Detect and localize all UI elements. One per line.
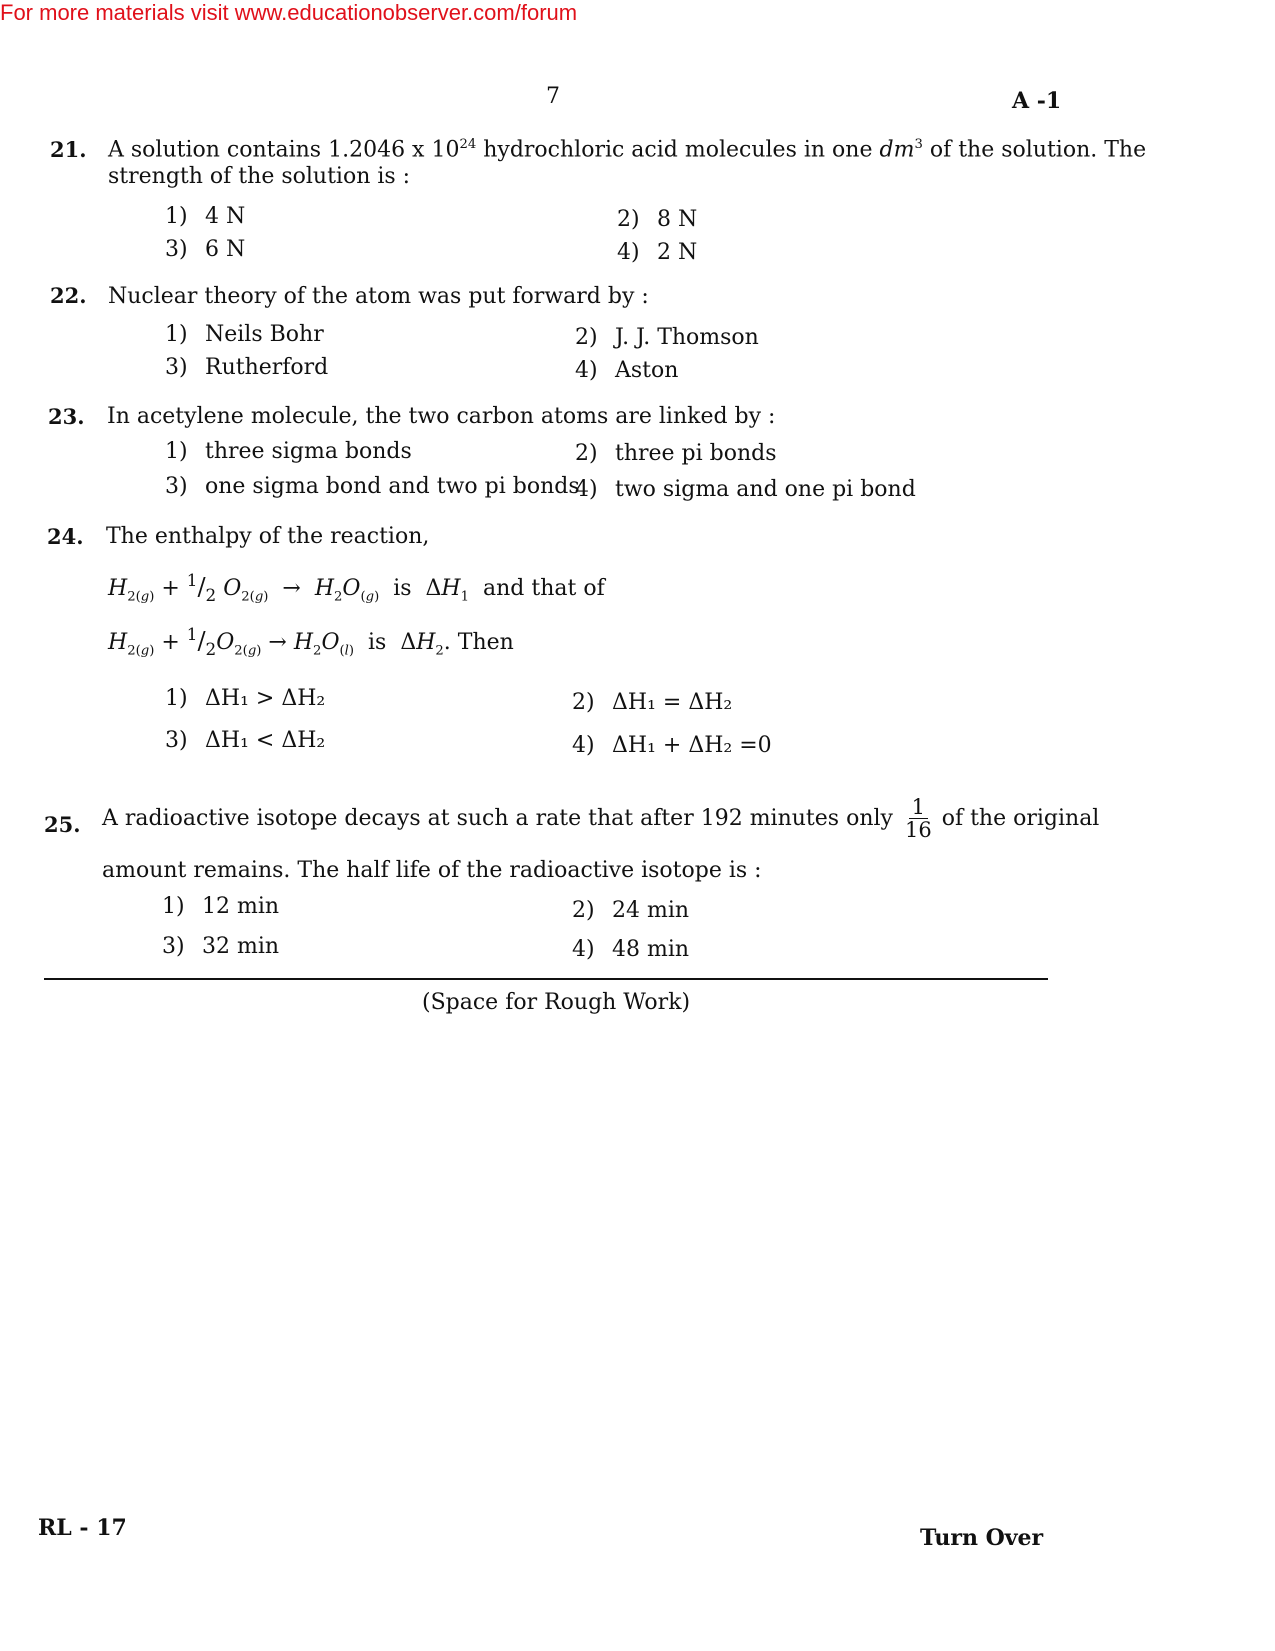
option-2[interactable]: 2) J. J. Thomson [575, 325, 759, 350]
option-1[interactable]: 1) three sigma bonds [165, 439, 412, 464]
question-text: In acetylene molecule, the two carbon atoms are linked by : [107, 404, 776, 429]
option-3[interactable]: 3) one sigma bond and two pi bonds [165, 474, 580, 499]
footer-code: RL - 17 [38, 1515, 127, 1541]
set-code: A -1 [1012, 88, 1062, 114]
question-text: Nuclear theory of the atom was put forward by : [108, 284, 649, 309]
option-3[interactable]: 3) Rutherford [165, 355, 329, 380]
option-3[interactable]: 3) ΔH₁ < ΔH₂ [165, 728, 326, 753]
option-2[interactable]: 2) ΔH₁ = ΔH₂ [572, 690, 733, 715]
fraction: $\frac{1}{16}$ [904, 795, 932, 843]
question-number: 21. [50, 137, 87, 162]
question-text: The enthalpy of the reaction, [106, 524, 430, 549]
option-3[interactable]: 3) 32 min [162, 934, 280, 959]
page-number: 7 [546, 84, 560, 109]
option-1[interactable]: 1) 12 min [162, 894, 280, 919]
turn-over-label: Turn Over [920, 1525, 1044, 1551]
question-text-line2: strength of the solution is : [108, 164, 411, 189]
question-text-line2: amount remains. The half life of the radioactive isotope is : [102, 858, 762, 883]
option-4[interactable]: 4) 2 N [617, 240, 698, 265]
option-4[interactable]: 4) ΔH₁ + ΔH₂ =0 [572, 733, 772, 758]
question-text: A solution contains 1.2046 x $10^{24}$ hydrochloric acid molecules in one $dm^3$ of the solution. The [108, 137, 1147, 163]
question-text: A radioactive isotope decays at such a rate that after 192 minutes only $\frac{1}{16}$ of the original [102, 795, 1100, 843]
option-2[interactable]: 2) three pi bonds [575, 441, 777, 466]
option-4[interactable]: 4) 48 min [572, 937, 690, 962]
divider-line [44, 978, 1048, 980]
question-number: 24. [47, 524, 84, 549]
equation-1: $H_{2(g)} + ^1/_2$ $O_{2(g)} \to H_2O_{(g)}$ is $\Delta H_1$ and that of [108, 570, 605, 605]
option-1[interactable]: 1) ΔH₁ > ΔH₂ [165, 686, 326, 711]
question-number: 22. [50, 283, 87, 308]
watermark-link[interactable]: For more materials visit www.educationobserver.com/forum [0, 0, 578, 25]
option-4[interactable]: 4) Aston [575, 358, 679, 383]
option-3[interactable]: 3) 6 N [165, 237, 246, 262]
equation-2: $H_{2(g)} + ^1/_2O_{2(g)} \to H_2O_{(l)}$ is $\Delta H_2$. Then [108, 624, 514, 659]
option-2[interactable]: 2) 24 min [572, 898, 690, 923]
rough-work-label: (Space for Rough Work) [422, 990, 691, 1015]
option-1[interactable]: 1) 4 N [165, 204, 246, 229]
question-number: 23. [48, 404, 85, 429]
option-1[interactable]: 1) Neils Bohr [165, 322, 324, 347]
question-number: 25. [44, 812, 81, 837]
option-2[interactable]: 2) 8 N [617, 207, 698, 232]
option-4[interactable]: 4) two sigma and one pi bond [575, 477, 916, 502]
